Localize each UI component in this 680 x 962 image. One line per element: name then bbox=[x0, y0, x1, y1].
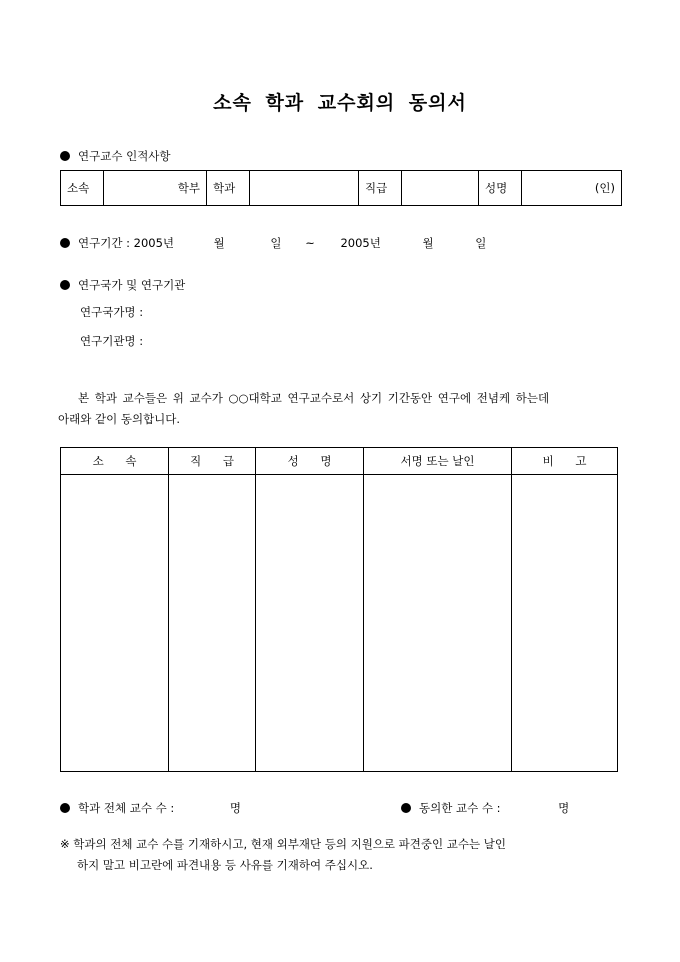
document-title: 소속 학과 교수회의 동의서 bbox=[213, 92, 467, 114]
signature-column[interactable] bbox=[364, 475, 512, 772]
personal-info-table bbox=[60, 170, 622, 206]
bullet-icon bbox=[60, 238, 70, 248]
name-column[interactable] bbox=[256, 475, 364, 772]
header-name: 성 명 bbox=[256, 448, 364, 475]
bullet-icon bbox=[60, 280, 70, 290]
note-line-2: 하지 말고 비고란에 파견내용 등 사유를 기재하여 주십시오. bbox=[77, 858, 373, 872]
faculty-label: 학부 bbox=[104, 171, 207, 206]
period-tilde: ~ bbox=[305, 236, 315, 250]
bullet-icon bbox=[401, 803, 411, 813]
note-line-1: ※ 학과의 전체 교수 수를 기재하시고, 현재 외부재단 등의 지원으로 파견중인 교수는 날인 bbox=[60, 837, 506, 851]
note bbox=[60, 834, 506, 876]
period-day-1: 일 bbox=[270, 236, 282, 250]
agreed-unit: 명 bbox=[558, 801, 570, 815]
period-month-2: 월 bbox=[422, 236, 434, 250]
agreement-line-2: 아래와 같이 동의합니다. bbox=[58, 412, 181, 426]
position-label: 직급 bbox=[359, 171, 402, 206]
department-value[interactable] bbox=[250, 171, 359, 206]
agreement-line-1: 본 학과 교수들은 위 교수가 ○○대학교 연구교수로서 상기 기간동안 연구에 전념케 하는데 bbox=[78, 391, 550, 405]
period-year-2: 2005년 bbox=[340, 236, 381, 250]
signature-table bbox=[60, 447, 618, 772]
country-label: 연구국가명 : bbox=[80, 305, 144, 319]
position-column[interactable] bbox=[169, 475, 256, 772]
affiliation-column[interactable] bbox=[61, 475, 169, 772]
position-value[interactable] bbox=[402, 171, 479, 206]
header-remarks: 비 고 bbox=[512, 448, 618, 475]
agreed-label: 동의한 교수 수 : bbox=[419, 801, 501, 815]
remarks-column[interactable] bbox=[512, 475, 618, 772]
header-affiliation: 소 속 bbox=[61, 448, 169, 475]
header-signature: 서명 또는 날인 bbox=[364, 448, 512, 475]
header-position: 직 급 bbox=[169, 448, 256, 475]
affiliation-label: 소속 bbox=[61, 171, 104, 206]
period-label: 연구기간 : 2005년 bbox=[78, 236, 174, 250]
period-month-1: 월 bbox=[213, 236, 225, 250]
section-heading: 연구국가 및 연구기관 bbox=[78, 278, 186, 292]
name-seal-value[interactable]: (인) bbox=[522, 171, 622, 206]
bullet-icon bbox=[60, 151, 70, 161]
period-day-2: 일 bbox=[475, 236, 487, 250]
total-label: 학과 전체 교수 수 : bbox=[78, 801, 175, 815]
agreement-paragraph bbox=[60, 388, 622, 430]
bullet-icon bbox=[60, 803, 70, 813]
research-period bbox=[60, 235, 486, 251]
name-label: 성명 bbox=[479, 171, 522, 206]
total-unit: 명 bbox=[229, 801, 242, 815]
department-label: 학과 bbox=[207, 171, 250, 206]
agreed-professors bbox=[401, 800, 569, 816]
total-professors bbox=[60, 800, 241, 816]
institution-label: 연구기관명 : bbox=[80, 334, 144, 348]
section-heading: 연구교수 인적사항 bbox=[78, 149, 171, 163]
section-country-institution bbox=[60, 277, 185, 293]
section-personal-info bbox=[60, 148, 171, 164]
